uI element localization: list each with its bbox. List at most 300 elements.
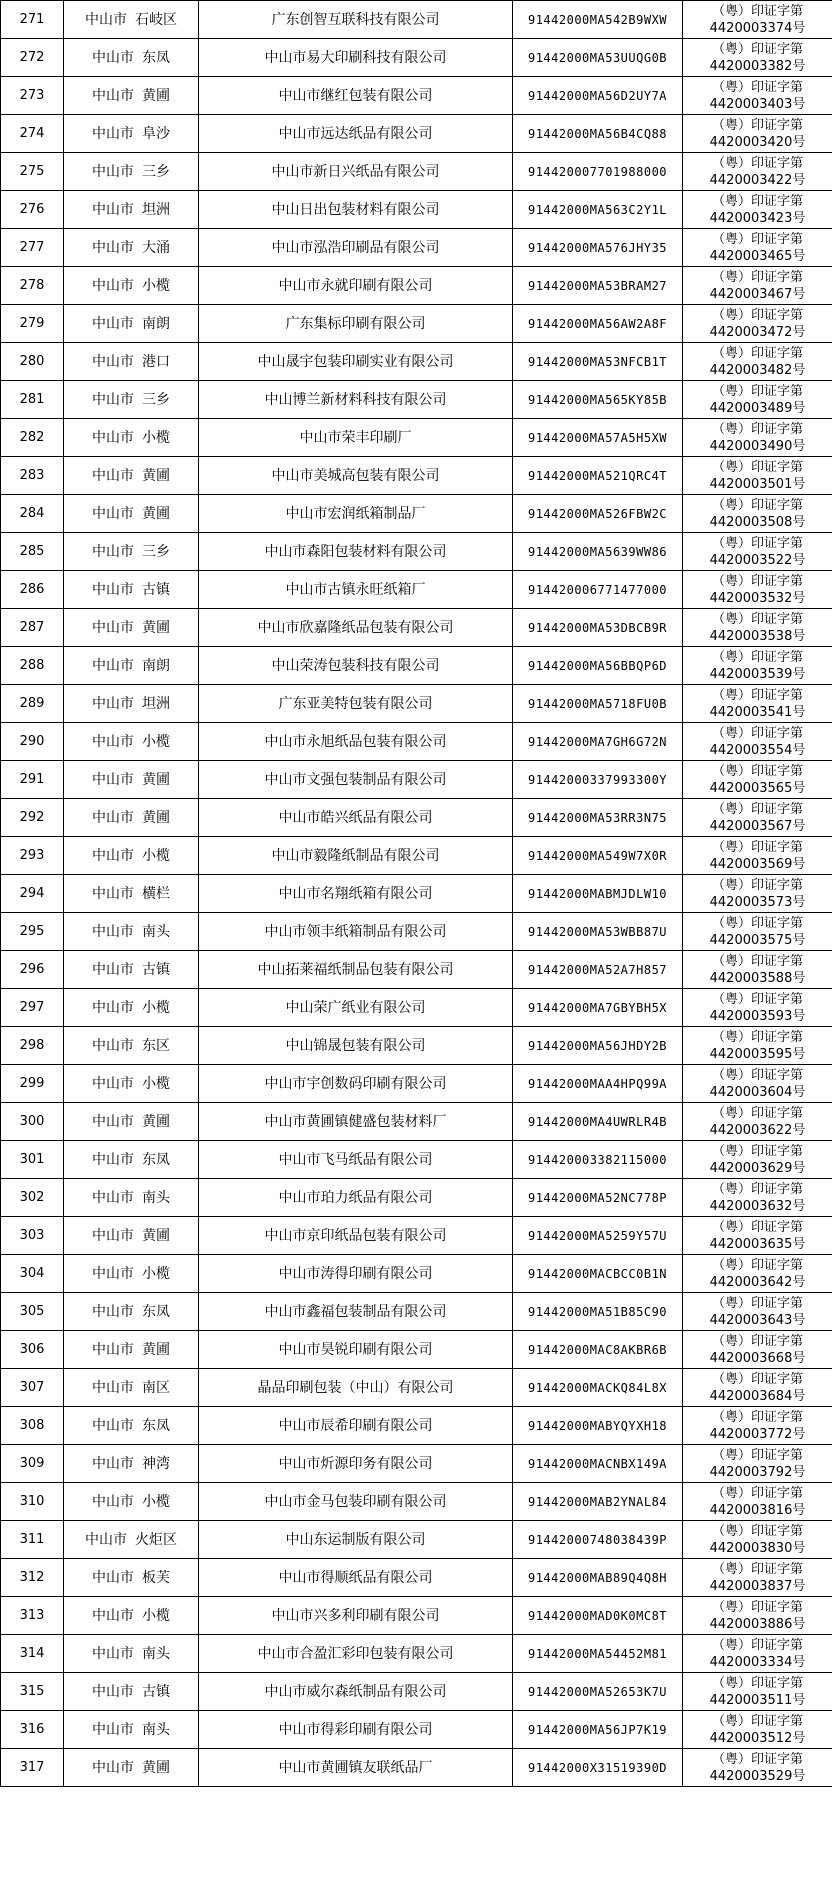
- table-body: [1, 1, 832, 1787]
- table-row: [1, 1331, 832, 1369]
- table-row: [1, 457, 832, 495]
- district: 东区: [142, 1037, 170, 1054]
- row-number: 301: [1, 1141, 64, 1179]
- company-name: 中山市威尔森纸制品有限公司: [199, 1673, 513, 1711]
- license-serial: 4420003816号: [709, 1502, 806, 1518]
- city: 中山市: [92, 1569, 134, 1586]
- license-prefix: （粤）印证字第: [711, 1599, 803, 1615]
- region-cell: [64, 1597, 199, 1635]
- company-name: 中山市辰希印刷有限公司: [199, 1407, 513, 1445]
- credit-code: 91442000MAD0K0MC8T: [513, 1597, 683, 1635]
- district: 黄圃: [142, 87, 170, 104]
- credit-code: 91442000MA56BBQP6D: [513, 647, 683, 685]
- row-number: 309: [1, 1445, 64, 1483]
- license-prefix: （粤）印证字第: [711, 1029, 803, 1045]
- license-prefix: （粤）印证字第: [711, 383, 803, 399]
- license-prefix: （粤）印证字第: [711, 1637, 803, 1653]
- city: 中山市: [92, 315, 134, 332]
- region-cell: [64, 799, 199, 837]
- region-cell: [64, 343, 199, 381]
- license-serial: 4420003472号: [709, 324, 806, 340]
- row-number: 287: [1, 609, 64, 647]
- license-prefix: （粤）印证字第: [711, 1561, 803, 1577]
- company-name: 中山市森阳包装材料有限公司: [199, 533, 513, 571]
- license-prefix: （粤）印证字第: [711, 801, 803, 817]
- city: 中山市: [92, 163, 134, 180]
- credit-code: 91442000X31519390D: [513, 1749, 683, 1787]
- company-name: 中山市新日兴纸品有限公司: [199, 153, 513, 191]
- row-number: 279: [1, 305, 64, 343]
- district: 黄圃: [142, 809, 170, 826]
- row-number: 306: [1, 1331, 64, 1369]
- license-serial: 4420003374号: [709, 20, 806, 36]
- district: 三乡: [142, 163, 170, 180]
- region-cell: [64, 77, 199, 115]
- company-name: 中山市得顺纸品有限公司: [199, 1559, 513, 1597]
- region-cell: [64, 1369, 199, 1407]
- row-number: 283: [1, 457, 64, 495]
- row-number: 314: [1, 1635, 64, 1673]
- company-name: 中山市得彩印刷有限公司: [199, 1711, 513, 1749]
- license-prefix: （粤）印证字第: [711, 763, 803, 779]
- company-name: 中山市文强包装制品有限公司: [199, 761, 513, 799]
- table-row: [1, 1559, 832, 1597]
- region-cell: [64, 1483, 199, 1521]
- city: 中山市: [92, 961, 134, 978]
- license-prefix: （粤）印证字第: [711, 41, 803, 57]
- license-serial: 4420003593号: [709, 1008, 806, 1024]
- license-serial: 4420003575号: [709, 932, 806, 948]
- district: 小榄: [142, 1075, 170, 1092]
- credit-code: 91442000MA7GH6G72N: [513, 723, 683, 761]
- table-row: [1, 1217, 832, 1255]
- license-serial: 4420003422号: [709, 172, 806, 188]
- license-prefix: （粤）印证字第: [711, 649, 803, 665]
- license-prefix: （粤）印证字第: [711, 687, 803, 703]
- license-number: [683, 989, 832, 1027]
- district: 南朗: [142, 315, 170, 332]
- city: 中山市: [92, 467, 134, 484]
- region-cell: [64, 381, 199, 419]
- license-prefix: （粤）印证字第: [711, 345, 803, 361]
- row-number: 313: [1, 1597, 64, 1635]
- table-row: [1, 989, 832, 1027]
- row-number: 293: [1, 837, 64, 875]
- city: 中山市: [92, 125, 134, 142]
- row-number: 299: [1, 1065, 64, 1103]
- table-row: [1, 1483, 832, 1521]
- credit-code: 91442000MA52NC778P: [513, 1179, 683, 1217]
- license-prefix: （粤）印证字第: [711, 877, 803, 893]
- table-row: [1, 799, 832, 837]
- city: 中山市: [92, 885, 134, 902]
- region-cell: [64, 1331, 199, 1369]
- row-number: 285: [1, 533, 64, 571]
- region-cell: [64, 647, 199, 685]
- license-serial: 4420003423号: [709, 210, 806, 226]
- credit-code: 91442000MA563C2Y1L: [513, 191, 683, 229]
- license-serial: 4420003334号: [709, 1654, 806, 1670]
- table-row: [1, 1445, 832, 1483]
- table-row: [1, 153, 832, 191]
- region-cell: [64, 1065, 199, 1103]
- credit-code: 91442000MA7GBYBH5X: [513, 989, 683, 1027]
- district: 黄圃: [142, 1759, 170, 1776]
- city: 中山市: [92, 1265, 134, 1282]
- table-row: [1, 1027, 832, 1065]
- row-number: 289: [1, 685, 64, 723]
- row-number: 275: [1, 153, 64, 191]
- license-number: [683, 1065, 832, 1103]
- region-cell: [64, 1559, 199, 1597]
- license-prefix: （粤）印证字第: [711, 1295, 803, 1311]
- district: 南头: [142, 923, 170, 940]
- region-cell: [64, 1293, 199, 1331]
- license-serial: 4420003511号: [709, 1692, 806, 1708]
- row-number: 307: [1, 1369, 64, 1407]
- credit-code: 91442000MA549W7X0R: [513, 837, 683, 875]
- district: 小榄: [142, 733, 170, 750]
- region-cell: [64, 1217, 199, 1255]
- district: 小榄: [142, 277, 170, 294]
- row-number: 310: [1, 1483, 64, 1521]
- company-name: 中山晟宇包装印刷实业有限公司: [199, 343, 513, 381]
- credit-code: 91442000MA521QRC4T: [513, 457, 683, 495]
- row-number: 294: [1, 875, 64, 913]
- license-serial: 4420003886号: [709, 1616, 806, 1632]
- credit-code: 91442000MAA4HPQ99A: [513, 1065, 683, 1103]
- credit-code: 91442000MAB2YNAL84: [513, 1483, 683, 1521]
- district: 坦洲: [142, 695, 170, 712]
- company-name: 中山荣涛包装科技有限公司: [199, 647, 513, 685]
- region-cell: [64, 1141, 199, 1179]
- district: 黄圃: [142, 1113, 170, 1130]
- city: 中山市: [85, 11, 127, 28]
- license-serial: 4420003643号: [709, 1312, 806, 1328]
- table-row: [1, 343, 832, 381]
- license-prefix: （粤）印证字第: [711, 1333, 803, 1349]
- license-prefix: （粤）印证字第: [711, 421, 803, 437]
- region-cell: [64, 1635, 199, 1673]
- license-number: [683, 305, 832, 343]
- region-cell: [64, 1, 199, 39]
- region-cell: [64, 305, 199, 343]
- license-number: [683, 571, 832, 609]
- license-prefix: （粤）印证字第: [711, 459, 803, 475]
- license-number: [683, 1, 832, 39]
- district: 火炬区: [135, 1531, 177, 1548]
- table-row: [1, 837, 832, 875]
- district: 黄圃: [142, 505, 170, 522]
- company-name: 广东创智互联科技有限公司: [199, 1, 513, 39]
- table-row: [1, 913, 832, 951]
- license-prefix: （粤）印证字第: [711, 497, 803, 513]
- region-cell: [64, 1255, 199, 1293]
- city: 中山市: [92, 1607, 134, 1624]
- table-row: [1, 1597, 832, 1635]
- row-number: 317: [1, 1749, 64, 1787]
- company-name: 中山市永就印刷有限公司: [199, 267, 513, 305]
- region-cell: [64, 495, 199, 533]
- license-prefix: （粤）印证字第: [711, 1409, 803, 1425]
- table-row: [1, 267, 832, 305]
- table-row: [1, 1, 832, 39]
- license-prefix: （粤）印证字第: [711, 79, 803, 95]
- city: 中山市: [92, 657, 134, 674]
- table-row: [1, 1141, 832, 1179]
- company-name: 中山市宇创数码印刷有限公司: [199, 1065, 513, 1103]
- credit-code: 91442000MA52A7H857: [513, 951, 683, 989]
- region-cell: [64, 1445, 199, 1483]
- city: 中山市: [92, 581, 134, 598]
- table-row: [1, 191, 832, 229]
- license-prefix: （粤）印证字第: [711, 193, 803, 209]
- district: 横栏: [142, 885, 170, 902]
- row-number: 297: [1, 989, 64, 1027]
- license-serial: 4420003573号: [709, 894, 806, 910]
- license-prefix: （粤）印证字第: [711, 1067, 803, 1083]
- license-serial: 4420003668号: [709, 1350, 806, 1366]
- license-serial: 4420003522号: [709, 552, 806, 568]
- city: 中山市: [92, 1341, 134, 1358]
- license-serial: 4420003512号: [709, 1730, 806, 1746]
- row-number: 305: [1, 1293, 64, 1331]
- license-prefix: （粤）印证字第: [711, 155, 803, 171]
- district: 小榄: [142, 1607, 170, 1624]
- license-number: [683, 1141, 832, 1179]
- license-serial: 4420003569号: [709, 856, 806, 872]
- credit-code: 91442000MA526FBW2C: [513, 495, 683, 533]
- license-prefix: （粤）印证字第: [711, 953, 803, 969]
- credit-code: 91442000MACBCC0B1N: [513, 1255, 683, 1293]
- credit-code: 91442000MAB89Q4Q8H: [513, 1559, 683, 1597]
- district: 东凤: [142, 1151, 170, 1168]
- row-number: 292: [1, 799, 64, 837]
- row-number: 278: [1, 267, 64, 305]
- table-row: [1, 115, 832, 153]
- district: 南头: [142, 1645, 170, 1662]
- row-number: 280: [1, 343, 64, 381]
- company-name: 中山市远达纸品有限公司: [199, 115, 513, 153]
- license-number: [683, 837, 832, 875]
- license-prefix: （粤）印证字第: [711, 231, 803, 247]
- credit-code: 91442000MA51B85C90: [513, 1293, 683, 1331]
- license-number: [683, 153, 832, 191]
- license-serial: 4420003501号: [709, 476, 806, 492]
- license-serial: 4420003532号: [709, 590, 806, 606]
- city: 中山市: [92, 999, 134, 1016]
- row-number: 300: [1, 1103, 64, 1141]
- credit-code: 91442000MA54452M81: [513, 1635, 683, 1673]
- credit-code: 914420003382115000: [513, 1141, 683, 1179]
- license-number: [683, 1559, 832, 1597]
- row-number: 276: [1, 191, 64, 229]
- company-name: 中山市领丰纸箱制品有限公司: [199, 913, 513, 951]
- table-row: [1, 77, 832, 115]
- table-row: [1, 1293, 832, 1331]
- credit-code: 91442000MA5718FU0B: [513, 685, 683, 723]
- license-number: [683, 1407, 832, 1445]
- city: 中山市: [92, 809, 134, 826]
- credit-code: 91442000MA56JP7K19: [513, 1711, 683, 1749]
- row-number: 308: [1, 1407, 64, 1445]
- city: 中山市: [92, 201, 134, 218]
- credit-code: 91442000MA5639WW86: [513, 533, 683, 571]
- row-number: 311: [1, 1521, 64, 1559]
- license-prefix: （粤）印证字第: [711, 1143, 803, 1159]
- region-cell: [64, 685, 199, 723]
- city: 中山市: [92, 733, 134, 750]
- table-row: [1, 761, 832, 799]
- company-name: 中山市飞马纸品有限公司: [199, 1141, 513, 1179]
- district: 板芙: [142, 1569, 170, 1586]
- credit-code: 91442000MA56B4CQ88: [513, 115, 683, 153]
- company-name: 中山市欣嘉隆纸品包装有限公司: [199, 609, 513, 647]
- city: 中山市: [92, 1455, 134, 1472]
- table-row: [1, 1179, 832, 1217]
- license-number: [683, 1445, 832, 1483]
- district: 大涌: [142, 239, 170, 256]
- license-prefix: （粤）印证字第: [711, 1219, 803, 1235]
- license-number: [683, 77, 832, 115]
- city: 中山市: [85, 1531, 127, 1548]
- company-name: 中山市金马包装印刷有限公司: [199, 1483, 513, 1521]
- district: 坦洲: [142, 201, 170, 218]
- region-cell: [64, 1027, 199, 1065]
- license-number: [683, 1293, 832, 1331]
- region-cell: [64, 989, 199, 1027]
- region-cell: [64, 419, 199, 457]
- row-number: 304: [1, 1255, 64, 1293]
- credit-code: 91442000MA53WBB87U: [513, 913, 683, 951]
- region-cell: [64, 571, 199, 609]
- license-prefix: （粤）印证字第: [711, 915, 803, 931]
- license-prefix: （粤）印证字第: [711, 1257, 803, 1273]
- region-cell: [64, 837, 199, 875]
- license-serial: 4420003541号: [709, 704, 806, 720]
- city: 中山市: [92, 543, 134, 560]
- license-prefix: （粤）印证字第: [711, 1485, 803, 1501]
- region-cell: [64, 1749, 199, 1787]
- city: 中山市: [92, 1037, 134, 1054]
- region-cell: [64, 761, 199, 799]
- license-prefix: （粤）印证字第: [711, 1675, 803, 1691]
- city: 中山市: [92, 277, 134, 294]
- district: 小榄: [142, 999, 170, 1016]
- table-row: [1, 1673, 832, 1711]
- license-number: [683, 39, 832, 77]
- license-number: [683, 191, 832, 229]
- table-row: [1, 1103, 832, 1141]
- license-prefix: （粤）印证字第: [711, 535, 803, 551]
- license-serial: 4420003489号: [709, 400, 806, 416]
- license-serial: 4420003529号: [709, 1768, 806, 1784]
- license-number: [683, 609, 832, 647]
- region-cell: [64, 533, 199, 571]
- credit-code: 91442000748038439P: [513, 1521, 683, 1559]
- row-number: 282: [1, 419, 64, 457]
- license-prefix: （粤）印证字第: [711, 269, 803, 285]
- credit-code: 91442000MA576JHY35: [513, 229, 683, 267]
- table-row: [1, 229, 832, 267]
- region-cell: [64, 39, 199, 77]
- district: 小榄: [142, 1265, 170, 1282]
- table-row: [1, 419, 832, 457]
- company-name: 中山市荣丰印刷厂: [199, 419, 513, 457]
- company-name: 广东亚美特包装有限公司: [199, 685, 513, 723]
- license-number: [683, 1217, 832, 1255]
- region-cell: [64, 609, 199, 647]
- city: 中山市: [92, 1189, 134, 1206]
- company-name: 中山市炘源印务有限公司: [199, 1445, 513, 1483]
- table-row: [1, 1521, 832, 1559]
- company-name: 中山市美城高包装有限公司: [199, 457, 513, 495]
- license-prefix: （粤）印证字第: [711, 1371, 803, 1387]
- table-row: [1, 571, 832, 609]
- company-name: 中山市涛得印刷有限公司: [199, 1255, 513, 1293]
- table-row: [1, 1711, 832, 1749]
- district: 三乡: [142, 391, 170, 408]
- license-number: [683, 685, 832, 723]
- district: 神湾: [142, 1455, 170, 1472]
- city: 中山市: [92, 1721, 134, 1738]
- table-row: [1, 609, 832, 647]
- region-cell: [64, 1711, 199, 1749]
- district: 阜沙: [142, 125, 170, 142]
- license-number: [683, 381, 832, 419]
- region-cell: [64, 723, 199, 761]
- license-number: [683, 1673, 832, 1711]
- city: 中山市: [92, 1151, 134, 1168]
- table-row: [1, 685, 832, 723]
- table-row: [1, 1635, 832, 1673]
- city: 中山市: [92, 353, 134, 370]
- license-number: [683, 115, 832, 153]
- company-name: 中山市宏润纸箱制品厂: [199, 495, 513, 533]
- row-number: 286: [1, 571, 64, 609]
- district: 古镇: [142, 1683, 170, 1700]
- license-prefix: （粤）印证字第: [711, 3, 803, 19]
- district: 小榄: [142, 1493, 170, 1510]
- license-number: [683, 1597, 832, 1635]
- license-serial: 4420003539号: [709, 666, 806, 682]
- license-prefix: （粤）印证字第: [711, 117, 803, 133]
- region-cell: [64, 1521, 199, 1559]
- company-name: 中山日出包装材料有限公司: [199, 191, 513, 229]
- license-serial: 4420003642号: [709, 1274, 806, 1290]
- license-prefix: （粤）印证字第: [711, 1751, 803, 1767]
- row-number: 316: [1, 1711, 64, 1749]
- license-number: [683, 761, 832, 799]
- table-row: [1, 647, 832, 685]
- city: 中山市: [92, 1379, 134, 1396]
- region-cell: [64, 267, 199, 305]
- credit-code: 91442000MA565KY85B: [513, 381, 683, 419]
- district: 南区: [142, 1379, 170, 1396]
- region-cell: [64, 191, 199, 229]
- license-serial: 4420003565号: [709, 780, 806, 796]
- license-number: [683, 1711, 832, 1749]
- license-prefix: （粤）印证字第: [711, 611, 803, 627]
- region-cell: [64, 115, 199, 153]
- license-prefix: （粤）印证字第: [711, 725, 803, 741]
- city: 中山市: [92, 1493, 134, 1510]
- district: 黄圃: [142, 1227, 170, 1244]
- table-row: [1, 1407, 832, 1445]
- license-serial: 4420003403号: [709, 96, 806, 112]
- credit-code: 91442000MACKQ84L8X: [513, 1369, 683, 1407]
- license-serial: 4420003635号: [709, 1236, 806, 1252]
